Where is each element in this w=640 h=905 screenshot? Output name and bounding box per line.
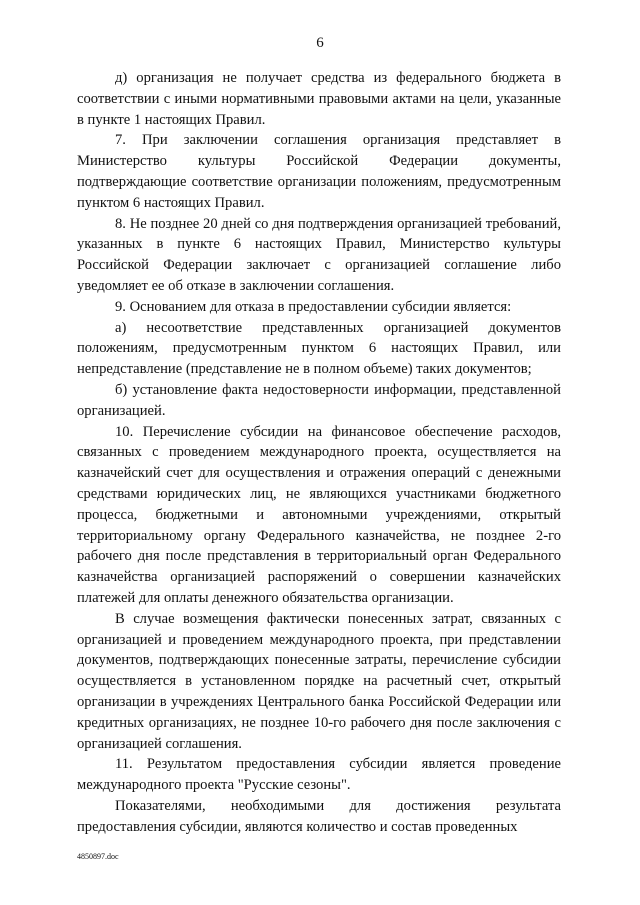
paragraph-9b: б) установление факта недостоверности информации, представленной организацией. bbox=[77, 381, 561, 419]
page-number: 6 bbox=[316, 35, 324, 51]
paragraph-indicators: Показателями, необходимыми для достижения результата предоставления субсидии, являются количество и состав проведенных bbox=[77, 797, 561, 835]
paragraph-11: 11. Результатом предоставления субсидии является проведение международного проекта "Русские сезоны". bbox=[77, 756, 561, 794]
file-name-footer: 4850897.doc bbox=[77, 852, 119, 861]
paragraph-d: д) организация не получает средства из федерального бюджета в соответствии с иными нормативными правовыми актами на цели, указанные в пункте 1 настоящих Правил. bbox=[77, 70, 561, 128]
paragraph-10: 10. Перечисление субсидии на финансовое обеспечение расходов, связанных с проведением международного проекта, осуществляется на казначейский счет для осуществления и отражения операций с денежными средствами юридических лиц, не являющихся участниками бюджетного процесса, бюджетными и автономными учреждениями, открытый территориальному органу Федерального казначейства, не позднее 2-го рабочего дня после представления в территориальный орган Федерального казначейства организацией распоряжений о совершении казначейских платежей для оплаты денежного обязательства организации. bbox=[77, 423, 561, 606]
paragraph-7: 7. При заключении соглашения организация представляет в Министерство культуры Российской Федерации документы, подтверждающие соответствие организации положениям, предусмотренным пунктом 6 настоящих Правил. bbox=[77, 132, 561, 211]
paragraph-8: 8. Не позднее 20 дней со дня подтверждения организацией требований, указанных в пункте 6 настоящих Правил, Министерство культуры Российской Федерации заключает с организацией соглашение либо уведомляет ее об отказе в заключении соглашения. bbox=[77, 215, 561, 294]
paragraph-10-reimbursement: В случае возмещения фактически понесенных затрат, связанных с организацией и проведением международного проекта, при представлении документов, подтверждающих понесенные затраты, перечисление субсидии осуществляется в установленном порядке на расчетный счет, открытый организации в учреждениях Центрального банка Российской Федерации или кредитных организациях, не позднее 10-го рабочего дня после заключения с организацией соглашения. bbox=[77, 610, 561, 752]
paragraph-9: 9. Основанием для отказа в предоставлении субсидии является: bbox=[115, 298, 512, 315]
document-body bbox=[77, 68, 561, 837]
paragraph-9a: а) несоответствие представленных организацией документов положениям, предусмотренным пунктом 6 настоящих Правил, или непредставление (представление не в полном объеме) таких документов; bbox=[77, 319, 561, 378]
